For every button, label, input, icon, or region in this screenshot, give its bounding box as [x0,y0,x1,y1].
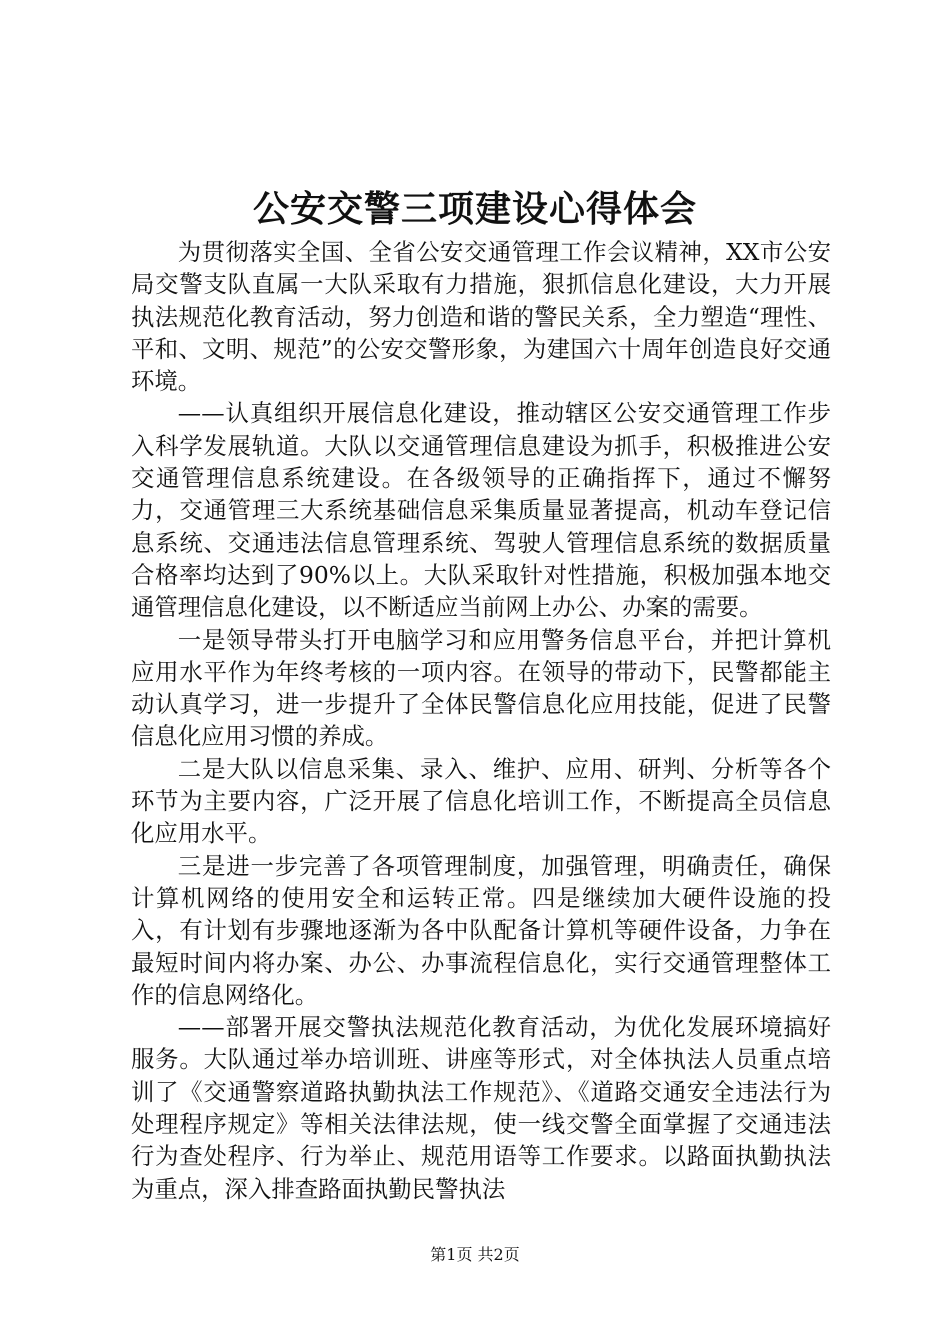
document-body [131,236,831,1205]
paragraph-point-one: 一是领导带头打开电脑学习和应用警务信息平台，并把计算机应用水平作为年终考核的一项内容。在领导的带动下，民警都能主动认真学习，进一步提升了全体民警信息化应用技能，促进了民警信息化应用习惯的养成。 [131,625,831,751]
page-number-footer: 第1页 共2页 [430,1245,520,1264]
document-title: 公安交警三项建设心得体会 [252,188,697,230]
paragraph-point-three: 三是进一步完善了各项管理制度，加强管理，明确责任，确保计算机网络的使用安全和运转正常。四是继续加大硬件设施的投入，有计划有步骤地逐渐为各中队配备计算机等硬件设备，力争在最短时间内将办案、办公、办事流程信息化，实行交通管理整体工作的信息网络化。 [131,851,831,1009]
paragraph-intro: 为贯彻落实全国、全省公安交通管理工作会议精神，XX市公安局交警支队直属一大队采取有力措施，狠抓信息化建设，大力开展执法规范化教育活动，努力创造和谐的警民关系，全力塑造“理性、平和、文明、规范”的公安交警形象，为建国六十周年创造良好交通环境。 [131,238,831,396]
paragraph-point-two: 二是大队以信息采集、录入、维护、应用、研判、分析等各个环节为主要内容，广泛开展了信息化培训工作，不断提高全员信息化应用水平。 [131,754,831,848]
paragraph-law-enforcement: ——部署开展交警执法规范化教育活动，为优化发展环境搞好服务。大队通过举办培训班、讲座等形式，对全体执法人员重点培训了《交通警察道路执勤执法工作规范》、《道路交通安全违法行为处理程序规定》等相关法律法规，使一线交警全面掌握了交通违法行为查处程序、行为举止、规范用语等工作要求。以路面执勤执法为重点，深入排查路面执勤民警执法 [131,1013,831,1203]
paragraph-informatization: ——认真组织开展信息化建设，推动辖区公安交通管理工作步入科学发展轨道。大队以交通管理信息建设为抓手，积极推进公安交通管理信息系统建设。在各级领导的正确指挥下，通过不懈努力，交通管理三大系统基础信息采集质量显著提高，机动车登记信息系统、交通违法信息管理系统、驾驶人管理信息系统的数据质量合格率均达到了90%以上。大队采取针对性措施，积极加强本地交通管理信息化建设，以不断适应当前网上办公、办案的需要。 [131,399,831,622]
